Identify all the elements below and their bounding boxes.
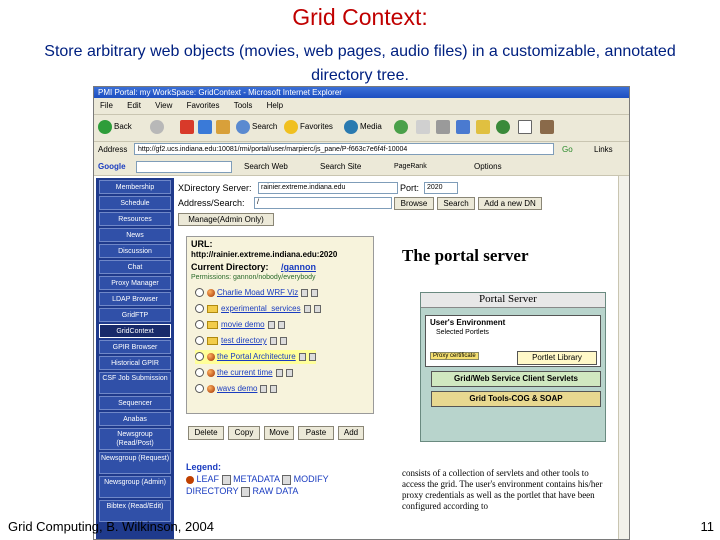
mail-button[interactable] [416, 120, 432, 134]
nav-schedule[interactable]: Schedule [99, 196, 171, 210]
current-dir-label: Current Directory: [191, 262, 269, 272]
url-label: URL: [191, 239, 213, 249]
messenger-icon [496, 120, 510, 134]
google-options-button[interactable]: Options [474, 162, 502, 171]
legend-row-1 [186, 474, 329, 485]
google-logo: Google [98, 162, 126, 171]
tree-entry-link[interactable]: wavs demo [217, 384, 258, 393]
metadata-icon [222, 475, 231, 485]
slide-title: Grid Context: [292, 4, 428, 30]
stop-button[interactable] [180, 120, 196, 134]
history-icon [394, 120, 408, 134]
star-icon [284, 120, 298, 134]
directory-icon [207, 321, 218, 329]
directory-icon [207, 337, 218, 345]
slide-subtitle: Store arbitrary web objects (movies, web pages, audio files) in a customizable, annotated directory tree. [44, 43, 676, 84]
legend-row-2 [186, 486, 298, 497]
proxy-certificate-label: Proxy certificate [430, 352, 479, 360]
modify-icon[interactable] [270, 385, 277, 393]
tree-entry-link[interactable]: Charlie Moad WRF Viz [217, 288, 299, 297]
page-content [94, 176, 618, 540]
metadata-icon[interactable] [260, 385, 267, 393]
tools-button[interactable] [540, 120, 556, 134]
nav-discussion[interactable]: Discussion [99, 244, 171, 258]
browser-screenshot [93, 86, 630, 540]
refresh-icon [198, 120, 212, 134]
address-bar [94, 142, 630, 157]
calendar-icon [518, 120, 532, 134]
google-search-web-button[interactable]: Search Web [244, 162, 288, 171]
tools-icon [540, 120, 554, 134]
delete-button[interactable]: Delete [188, 426, 224, 440]
edit-button[interactable] [456, 120, 472, 134]
port-input[interactable]: 2020 [424, 182, 458, 194]
metadata-icon[interactable] [304, 305, 311, 313]
tree-row [195, 334, 287, 348]
google-search-input[interactable] [136, 161, 232, 173]
address-search-input[interactable]: / [254, 197, 392, 209]
metadata-icon[interactable] [270, 337, 277, 345]
print-icon [436, 120, 450, 134]
modify-icon[interactable] [280, 337, 287, 345]
manage-admin-button[interactable]: Manage(Admin Only) [178, 213, 274, 226]
search-button-form[interactable]: Search [437, 197, 475, 210]
leaf-icon [207, 353, 215, 361]
legend-title: Legend: [186, 462, 221, 472]
permissions-text: Permissions: gannon/nobody/everybody [191, 274, 316, 281]
window-title-bar: PMI Portal: my WorkSpace: GridContext - Microsoft Internet Explorer [94, 87, 630, 98]
tree-row [195, 286, 318, 300]
browse-button[interactable]: Browse [394, 197, 434, 210]
modify-icon[interactable] [311, 289, 318, 297]
footer-credit: Grid Computing, B. Wilkinson, 2004 [8, 519, 214, 534]
links-label[interactable]: Links [594, 145, 613, 154]
nav-anabas[interactable]: Anabas [99, 412, 171, 426]
go-button[interactable]: Go [562, 145, 573, 154]
google-pagerank: PageRank [394, 163, 427, 170]
current-dir-link[interactable]: /gannon [281, 262, 316, 272]
url-value: http://rainier.extreme.indiana.edu:2020 [191, 250, 338, 259]
nav-newsgroup-read-post[interactable]: Newsgroup (Read/Post) [99, 428, 171, 450]
refresh-button[interactable] [198, 120, 214, 134]
back-arrow-icon [98, 120, 112, 134]
select-radio[interactable] [195, 352, 204, 361]
select-radio[interactable] [195, 304, 204, 313]
portal-server-heading: The portal server [402, 246, 529, 265]
directory-icon [207, 305, 218, 313]
menu-favorites[interactable]: Favorites [186, 101, 220, 110]
leaf-icon [186, 476, 194, 484]
portal-architecture-diagram [420, 292, 606, 442]
paste-button[interactable]: Paste [298, 426, 334, 440]
portal-description: consists of a collection of servlets and other tools to access the grid. The user's environment contains his/her proxy credentials as well as the portlet that have been configured according to [402, 468, 603, 511]
nav-chat[interactable]: Chat [99, 260, 171, 274]
nav-historical-gpir[interactable]: Historical GPIR [99, 356, 171, 370]
modify-icon [282, 475, 291, 485]
dir-server-input[interactable]: rainier.extreme.indiana.edu [258, 182, 398, 194]
stop-icon [180, 120, 194, 134]
browser-toolbar [94, 114, 630, 142]
portlet-library-box: Portlet Library [517, 351, 597, 365]
tree-row [195, 366, 293, 380]
nav-newsgroup-request[interactable]: Newsgroup (Request) [99, 452, 171, 474]
metadata-icon[interactable] [299, 353, 306, 361]
leaf-icon [207, 289, 215, 297]
menu-bar [94, 99, 630, 112]
menu-file[interactable]: File [100, 101, 113, 110]
print-button[interactable] [436, 120, 452, 134]
nav-bibtex[interactable]: Bibtex (Read/Edit) [99, 500, 171, 522]
search-button[interactable]: Search [236, 120, 277, 134]
tree-row [195, 382, 277, 396]
nav-resources[interactable]: Resources [99, 212, 171, 226]
forward-arrow-icon [150, 120, 164, 134]
messenger-button[interactable] [496, 120, 512, 134]
tree-entry-link[interactable]: test directory [221, 336, 267, 345]
nav-sequencer[interactable]: Sequencer [99, 396, 171, 410]
edit-icon [456, 120, 470, 134]
address-label: Address [98, 145, 128, 154]
discuss-icon [476, 120, 490, 134]
selected-portlets-label: Selected Portlets [436, 329, 489, 336]
tree-row-highlighted [195, 350, 316, 364]
nav-gridftp[interactable]: GridFTP [99, 308, 171, 322]
tree-entry-link[interactable]: experimental_services [221, 304, 301, 313]
tree-entry-link[interactable]: the current time [217, 368, 273, 377]
port-label: Port: [400, 183, 420, 193]
mail-icon [416, 120, 430, 134]
legend-leaf: LEAF [196, 474, 220, 484]
menu-tools[interactable]: Tools [233, 101, 253, 110]
calendar-button[interactable] [518, 120, 534, 134]
menu-edit[interactable]: Edit [127, 101, 141, 110]
modify-icon[interactable] [286, 369, 293, 377]
leaf-icon [207, 369, 215, 377]
legend-directory: DIRECTORY [186, 486, 239, 496]
legend-modify: MODIFY [293, 474, 329, 484]
legend-metadata: METADATA [233, 474, 280, 484]
portal-sidebar [96, 178, 174, 540]
vertical-scrollbar[interactable] [618, 176, 630, 540]
google-search-site-button[interactable]: Search Site [320, 162, 362, 171]
nav-news[interactable]: News [99, 228, 171, 242]
raw-data-icon [241, 487, 250, 497]
dir-server-label: XDirectory Server: [178, 183, 252, 193]
select-radio[interactable] [195, 288, 204, 297]
tree-entry-link[interactable]: the Portal Architecture [217, 352, 296, 361]
copy-button[interactable]: Copy [228, 426, 260, 440]
forward-button[interactable] [150, 120, 166, 134]
nav-newsgroup-admin[interactable]: Newsgroup (Admin) [99, 476, 171, 498]
nav-proxy-manager[interactable]: Proxy Manager [99, 276, 171, 290]
nav-gridcontext-active[interactable]: GridContext [99, 324, 171, 338]
tree-entry-link[interactable]: movie demo [221, 320, 265, 329]
discuss-button[interactable] [476, 120, 492, 134]
menu-view[interactable]: View [155, 101, 173, 110]
diagram-header: Portal Server [479, 293, 537, 305]
move-button[interactable]: Move [264, 426, 294, 440]
modify-icon[interactable] [309, 353, 316, 361]
tree-row [195, 318, 285, 332]
back-button[interactable]: Back [98, 120, 132, 134]
search-icon [236, 120, 250, 134]
metadata-icon[interactable] [268, 321, 275, 329]
favorites-button[interactable]: Favorites [284, 120, 333, 134]
users-environment-label: User's Environment [430, 318, 506, 327]
nav-csf-job-submission[interactable]: CSF Job Submission [99, 372, 171, 394]
google-toolbar [94, 158, 630, 176]
leaf-icon [207, 385, 215, 393]
nav-gpir-browser[interactable]: GPIR Browser [99, 340, 171, 354]
slide-number: 11 [700, 519, 714, 534]
home-icon [216, 120, 230, 134]
grid-tools-box: Grid Tools-COG & SOAP [431, 391, 601, 407]
metadata-icon[interactable] [276, 369, 283, 377]
address-input[interactable]: http://gf2.ucs.indiana.edu:10081/rmi/portal/user/marpierc/js_pane/P-f663c7e6f4f-10004 [134, 143, 554, 155]
select-radio[interactable] [195, 320, 204, 329]
servlets-box: Grid/Web Service Client Servlets [431, 371, 601, 387]
media-button[interactable]: Media [344, 120, 382, 134]
select-radio[interactable] [195, 384, 204, 393]
select-radio[interactable] [195, 336, 204, 345]
media-icon [344, 120, 358, 134]
modify-icon[interactable] [314, 305, 321, 313]
tree-row [195, 302, 321, 316]
nav-membership[interactable]: Membership [99, 180, 171, 194]
legend-raw-data: RAW DATA [252, 486, 299, 496]
menu-help[interactable]: Help [266, 101, 284, 110]
nav-ldap-browser[interactable]: LDAP Browser [99, 292, 171, 306]
history-button[interactable] [394, 120, 410, 134]
add-dn-button[interactable]: Add a new DN [478, 197, 542, 210]
select-radio[interactable] [195, 368, 204, 377]
add-button[interactable]: Add [338, 426, 364, 440]
modify-icon[interactable] [278, 321, 285, 329]
home-button[interactable] [216, 120, 232, 134]
address-search-label: Address/Search: [178, 198, 245, 208]
directory-tree-panel [186, 236, 374, 414]
metadata-icon[interactable] [301, 289, 308, 297]
